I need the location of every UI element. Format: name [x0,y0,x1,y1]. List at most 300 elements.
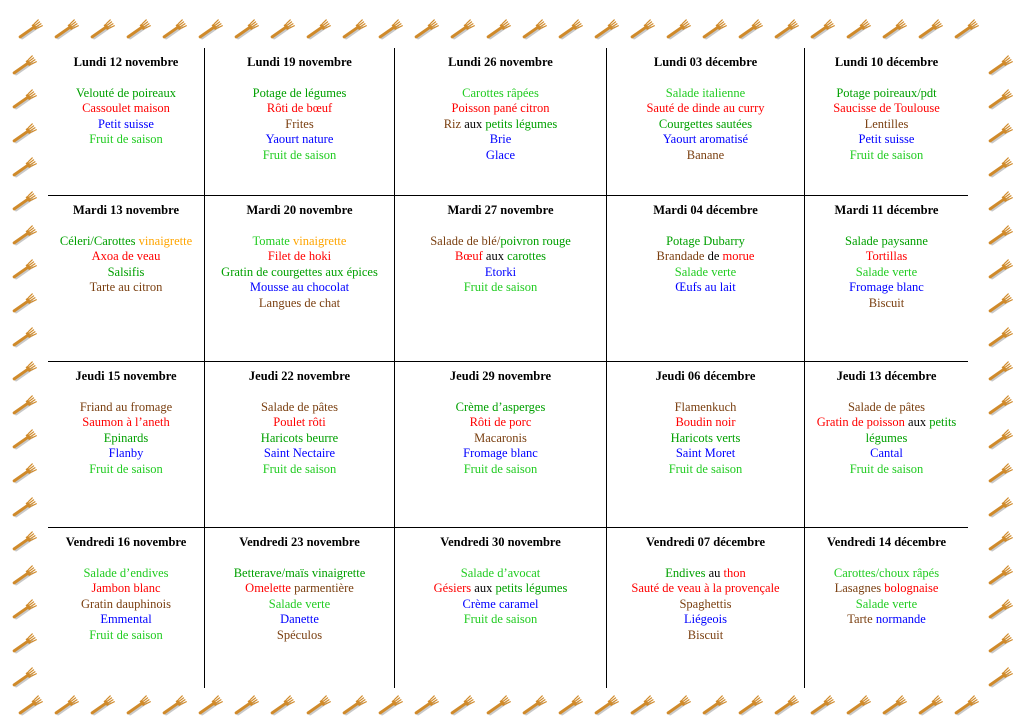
fork-icon [594,696,619,716]
dish-item [395,566,606,582]
fork-icon [12,56,37,76]
dish-text: petits légumes [495,581,568,595]
fork-icon [702,696,727,716]
dish-item [805,265,968,281]
fork-icon [988,566,1013,586]
dish-text: Spéculos [276,627,323,642]
fork-icon [954,20,979,40]
fork-icon [988,328,1013,348]
day-title: Jeudi 15 novembre [75,369,177,383]
fork-icon [774,20,799,40]
fork-icon [774,696,799,716]
dish-item [805,117,968,133]
dish-text: Emmental [100,612,152,626]
day-title: Jeudi 22 novembre [248,369,351,383]
dish-text: Mousse au chocolat [249,280,350,294]
day-cell [48,48,205,196]
dish-text: Sauté de veau à la provençale [631,581,780,595]
fork-icon [342,20,367,40]
day-cell [607,48,805,196]
dish-text: Haricots beurre [260,430,339,445]
day-cell [805,362,968,528]
fork-icon [234,20,259,40]
dish-item [48,446,204,462]
dish-item [607,117,804,133]
fork-icon [522,20,547,40]
dish-text: Fruit de saison [89,461,163,476]
fork-icon [126,20,151,40]
dish-item [395,462,606,478]
dish-text: Filet de hoki [267,249,332,263]
dish-text: Fromage blanc [463,446,538,460]
fork-icon [198,696,223,716]
fork-icon [12,90,37,110]
dish-item [805,132,968,148]
dish-text: Carottes/choux râpés [833,565,940,580]
dish-item [205,86,394,102]
dish-item [805,148,968,164]
fork-icon [988,498,1013,518]
dish-text: Fruit de saison [89,132,163,146]
dish-item [48,612,204,628]
dish-item [805,597,968,613]
fork-icon [12,498,37,518]
dish-item [205,265,394,281]
dish-item [205,234,394,250]
dish-item [395,101,606,117]
day-title: Lundi 12 novembre [73,55,179,69]
dish-text: Velouté de poireaux [76,85,176,100]
fork-icon [630,696,655,716]
day-title: Mardi 11 décembre [834,203,939,217]
dish-text: Brandade [656,249,705,263]
dish-text: Epinards [103,430,149,445]
dish-item [607,148,804,164]
fork-icon [988,294,1013,314]
dish-text: Rôti de bœuf [266,101,333,115]
day-title: Jeudi 06 décembre [655,369,756,383]
dish-item [395,431,606,447]
dish-item [205,296,394,312]
dish-text: Biscuit [687,627,724,642]
fork-icon [988,362,1013,382]
day-title: Lundi 26 novembre [448,55,553,69]
day-cell [205,528,395,688]
fork-icon [846,20,871,40]
dish-text: Cassoulet maison [82,101,170,115]
dish-text: Axoa de veau [91,249,161,263]
dish-text: normande [875,612,926,626]
fork-icon [12,430,37,450]
dish-item [205,117,394,133]
dish-item [205,101,394,117]
dish-item [205,581,394,597]
dish-item [48,431,204,447]
dish-item [805,249,968,265]
day-cell [205,362,395,528]
fork-icon [988,192,1013,212]
dish-item [805,462,968,478]
fork-icon [988,464,1013,484]
dish-item [607,234,804,250]
dish-text: Macaronis [474,430,527,445]
dish-text: Poulet rôti [273,415,326,429]
day-cell [205,196,395,362]
dish-text: Friand au fromage [79,399,173,414]
dish-text: Tomate [252,233,293,248]
fork-icon [198,20,223,40]
fork-icon [306,20,331,40]
dish-text: vinaigrette [292,233,347,248]
dish-item [205,280,394,296]
dish-item [205,462,394,478]
dish-item [805,446,968,462]
dish-text: Lentilles [864,116,909,131]
dish-text: Courgettes sautées [658,116,753,131]
dish-text: Œufs au lait [675,280,736,294]
dish-item [48,628,204,644]
fork-icon [12,294,37,314]
dish-item [48,234,204,250]
dish-item [205,132,394,148]
dish-item [48,400,204,416]
fork-icon [988,90,1013,110]
dish-text: Carottes râpées [462,85,539,100]
dish-text: bolognaise [884,581,939,595]
dish-text: vinaigrette [138,233,193,248]
dish-item [607,415,804,431]
fork-icon [558,20,583,40]
dish-text: au [705,565,724,580]
fork-icon [738,696,763,716]
fork-icon [702,20,727,40]
dish-text: aux [904,415,930,429]
dish-text: Fruit de saison [849,461,924,476]
fork-icon [954,696,979,716]
fork-icon [378,696,403,716]
dish-text: de [704,249,723,263]
dish-item [607,280,804,296]
day-title: Jeudi 13 décembre [836,369,937,383]
dish-item [395,117,606,133]
dish-text: Fruit de saison [849,147,924,162]
fork-icon [12,260,37,280]
fork-icon [988,668,1013,688]
day-title: Jeudi 29 novembre [449,369,552,383]
fork-icon [12,226,37,246]
dish-text: Langues de chat [258,295,341,310]
dish-text: aux [461,116,486,131]
day-cell [48,528,205,688]
day-cell [805,48,968,196]
fork-icon [630,20,655,40]
dish-text: aux [471,581,496,595]
dish-item [205,400,394,416]
dish-text: Fruit de saison [89,627,163,642]
dish-text: thon [723,565,746,580]
dish-text: Biscuit [868,295,905,310]
fork-icon [234,696,259,716]
day-title: Vendredi 16 novembre [65,535,187,549]
dish-text: carottes [507,249,546,263]
dish-item [805,581,968,597]
dish-text: Tortillas [865,249,908,263]
day-title: Mardi 27 novembre [447,203,554,217]
dish-item [607,628,804,644]
fork-icon [594,20,619,40]
dish-item [48,280,204,296]
dish-item [395,400,606,416]
dish-text: Salade d’avocat [460,565,541,580]
dish-item [607,462,804,478]
fork-icon [558,696,583,716]
dish-item [805,415,968,431]
fork-icon [450,696,475,716]
dish-text: Petit suisse [858,132,915,146]
dish-item [395,597,606,613]
dish-text: Salade verte [855,264,918,279]
dish-item [395,612,606,628]
dish-text: Haricots verts [670,430,741,445]
fork-icon [12,634,37,654]
dish-text: Fruit de saison [262,461,337,476]
dish-text: Salade paysanne [845,233,928,248]
fork-icon [988,56,1013,76]
dish-item [395,86,606,102]
dish-text: Banane [686,147,725,162]
dish-item [48,117,204,133]
dish-item [805,296,968,312]
dish-item [395,581,606,597]
dish-item [607,446,804,462]
fork-icon [126,696,151,716]
fork-icon [414,20,439,40]
dish-item [395,415,606,431]
fork-icon [12,600,37,620]
dish-item [607,86,804,102]
dish-text: Gésiers [433,581,472,595]
day-cell [607,196,805,362]
day-title: Vendredi 07 décembre [645,535,766,549]
menu-grid [48,48,968,688]
dish-item [395,446,606,462]
dish-text: Frites [285,116,314,131]
dish-text: Omelette [245,581,291,595]
dish-item [205,446,394,462]
dish-text: Crème caramel [462,596,539,611]
fork-icon [882,20,907,40]
dish-text: aux [482,249,508,263]
dish-item [607,612,804,628]
dish-text: Salade verte [268,596,331,611]
fork-icon [54,20,79,40]
fork-icon [12,396,37,416]
dish-text: Salade verte [855,596,918,611]
dish-item [805,101,968,117]
dish-text: Potage poireaux/pdt [836,85,937,100]
fork-icon [988,396,1013,416]
dish-item [805,280,968,296]
dish-item [395,280,606,296]
dish-text: Petit suisse [98,116,154,131]
day-title: Lundi 10 décembre [834,55,939,69]
dish-text: Fruit de saison [463,280,538,294]
dish-text: Flanby [108,446,144,460]
fork-icon [988,634,1013,654]
fork-icon [918,696,943,716]
dish-text: parmentière [291,581,354,595]
dish-text: Saumon à l’aneth [82,415,170,429]
fork-icon [306,696,331,716]
dish-text: Liégeois [683,612,728,626]
dish-item [607,265,804,281]
dish-item [48,566,204,582]
dish-item [805,400,968,416]
dish-item [607,101,804,117]
dish-item [48,249,204,265]
day-title: Lundi 19 novembre [247,55,352,69]
day-title: Vendredi 14 décembre [826,535,947,549]
dish-text: Potage Dubarry [666,233,745,248]
dish-text: Betterave/maïs vinaigrette [233,565,366,580]
dish-item [48,597,204,613]
dish-text: légumes [865,430,908,445]
dish-item [395,234,606,250]
fork-icon [378,20,403,40]
dish-text: Fromage blanc [849,280,924,294]
fork-icon [342,696,367,716]
day-cell [607,362,805,528]
dish-text: Yaourt aromatisé [662,132,749,146]
dish-text: Lasagnes [834,581,885,595]
dish-item [395,148,606,164]
dish-item [48,581,204,597]
fork-icon [54,696,79,716]
dish-text: Yaourt nature [265,132,334,146]
dish-text: Jambon blanc [91,581,161,595]
fork-icon [738,20,763,40]
fork-icon [12,124,37,144]
day-cell [48,196,205,362]
dish-text: Gratin dauphinois [81,596,171,611]
dish-text: Saint Moret [675,446,736,460]
dish-text: Boudin noir [675,415,736,429]
day-title: Vendredi 30 novembre [440,535,561,549]
dish-item [205,612,394,628]
fork-icon [18,696,43,716]
dish-text: petits [929,415,957,429]
dish-item [395,265,606,281]
dish-text: Salade de pâtes [260,399,339,414]
dish-item [48,132,204,148]
dish-text: Cantal [870,446,903,460]
day-cell [395,196,607,362]
day-cell [607,528,805,688]
dish-text: Spaghettis [679,596,732,611]
dish-text: Danette [280,612,319,626]
fork-icon [162,20,187,40]
fork-icon [12,566,37,586]
dish-text: Salsifis [107,264,145,279]
dish-item [805,431,968,447]
fork-icon [988,532,1013,552]
fork-icon [666,20,691,40]
fork-icon [12,532,37,552]
dish-text: morue [722,249,755,263]
dish-text: Rôti de porc [469,415,532,429]
fork-icon [486,20,511,40]
dish-text: Endives [665,565,706,580]
dish-text: Fruit de saison [463,461,538,476]
dish-text: Salade de pâtes [847,399,926,414]
dish-text: Sauté de dinde au curry [646,101,765,115]
dish-text: Etorki [484,264,517,279]
dish-item [395,249,606,265]
dish-text: Fruit de saison [668,461,743,476]
fork-icon [90,20,115,40]
dish-item [205,597,394,613]
fork-icon [666,696,691,716]
fork-icon [270,696,295,716]
dish-item [805,234,968,250]
dish-item [48,101,204,117]
dish-text: Saint Nectaire [263,446,336,460]
dish-text: Gratin de courgettes aux épices [221,264,378,279]
dish-item [805,566,968,582]
fork-icon [486,696,511,716]
dish-item [205,431,394,447]
fork-icon [12,328,37,348]
dish-text: Salade verte [674,264,737,279]
fork-icon [270,20,295,40]
dish-item [607,400,804,416]
dish-item [205,249,394,265]
day-cell [805,528,968,688]
dish-text: Glace [485,147,516,162]
dish-text: poivron rouge [500,233,571,248]
dish-item [48,415,204,431]
day-cell [805,196,968,362]
fork-icon [12,192,37,212]
dish-item [607,249,804,265]
day-title: Mardi 04 décembre [653,203,758,217]
day-title: Lundi 03 décembre [653,55,758,69]
fork-icon [810,20,835,40]
fork-icon [12,158,37,178]
fork-icon [12,362,37,382]
fork-icon [90,696,115,716]
dish-text: Salade italienne [665,85,746,100]
fork-icon [522,696,547,716]
dish-text: Salade d’endives [83,565,169,580]
fork-icon [988,226,1013,246]
day-cell [395,48,607,196]
day-title: Vendredi 23 novembre [239,535,360,549]
fork-icon [450,20,475,40]
dish-item [205,148,394,164]
day-cell [395,528,607,688]
dish-item [607,431,804,447]
fork-icon [988,430,1013,450]
fork-icon [988,600,1013,620]
day-title: Mardi 13 novembre [72,203,179,217]
fork-icon [12,668,37,688]
dish-item [607,132,804,148]
fork-icon [988,158,1013,178]
fork-icon [12,464,37,484]
dish-item [205,415,394,431]
fork-icon [18,20,43,40]
